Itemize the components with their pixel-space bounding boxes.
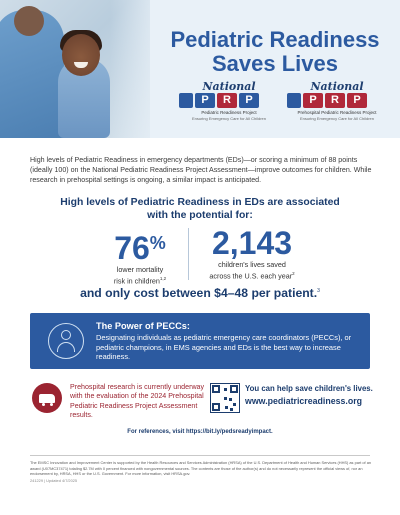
stat-lives-saved: 2,143 children's lives saved across the U.S. each year$^2$	[209, 225, 295, 281]
hero-banner	[0, 0, 400, 138]
star-of-life-icon	[287, 93, 301, 108]
flag-icon	[179, 93, 193, 108]
cta-text: You can help save children's lives.	[245, 384, 373, 393]
intro-paragraph: High levels of Pediatric Readiness in emergency departments (EDs)—or scoring a minimum of 88 points (ideally 100) on the National Pediatric Readiness Project Assessment—improve outcomes for children. While research in prehospital settings is ongoing, a similar impact is anticipated.	[30, 156, 372, 184]
pecc-callout	[30, 313, 370, 369]
references-link[interactable]: For references, visit https://bit.ly/pedsreadyimpact.	[127, 429, 273, 435]
document-id: 241229 | Updated 4/7/2025	[30, 478, 78, 483]
website-link[interactable]: www.pediatricreadiness.org	[245, 396, 363, 406]
people-network-icon	[48, 323, 84, 359]
ambulance-icon	[32, 383, 62, 413]
research-note: Prehospital research is currently underway with the evaluation of the 2024 Prehospital Pediatric Readiness Project Assessment results.	[70, 383, 205, 420]
pprp-logo: National P R P Prehospital Pediatric Readiness Project Ensuring Emergency Care for All Children	[285, 80, 389, 124]
footer-divider	[30, 455, 370, 456]
pecc-text: Designating individuals as pediatric emergency care coordinators (PECCs), or pediatric champions, in EMS agencies and EDs is the best way to increase readiness.	[96, 333, 352, 362]
pecc-title: The Power of PECCs:	[96, 321, 190, 331]
nprp-logo: National P R P Pediatric Readiness Project Ensuring Emergency Care for All Children	[177, 80, 281, 124]
photo-clinician	[0, 10, 64, 138]
photo-child-face	[62, 34, 100, 76]
hero-photo	[0, 0, 150, 138]
stats-headline: High levels of Pediatric Readiness in EDs are associated with the potential for:	[60, 197, 340, 221]
stat-divider	[188, 228, 189, 280]
qr-code-icon[interactable]	[210, 383, 240, 413]
stat-mortality: 76% lower mortality risk in children$^{1,2}$	[113, 230, 167, 286]
cost-statement: and only cost between $4–48 per patient.$^3$	[80, 286, 320, 300]
funding-disclaimer: The EMSC Innovation and Improvement Center is supported by the Health Resources and Services Administration (HRSA) of the U.S. Department of Health and Human Services (HHS) as part of an award (U07MC37471) totaling $2.7M with 0 percent financed with nongovernmental sources. The contents are those of the author(s) and do not necessarily represent the official views of, nor an endorsement by, HRSA, HHS or the U.S. Government. For more information, visit HRSA.gov.	[30, 460, 372, 477]
page-title: Pediatric Readiness Saves Lives	[170, 27, 380, 76]
